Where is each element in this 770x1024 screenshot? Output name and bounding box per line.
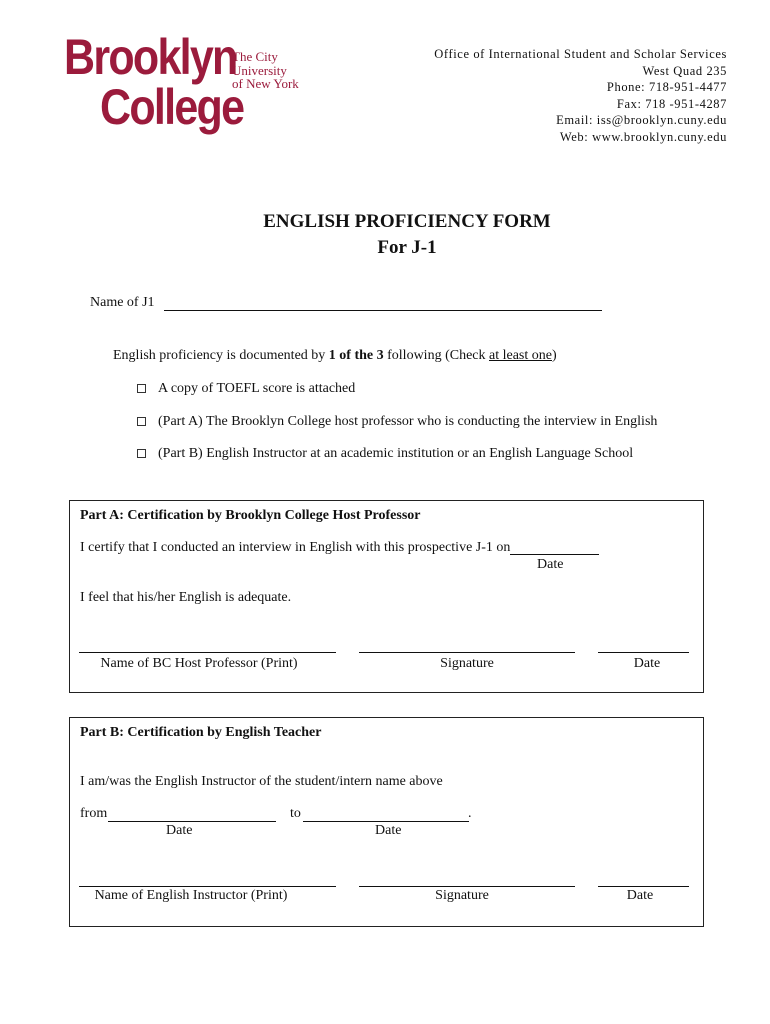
intro-text: English proficiency is documented by 1 of the 3 following (Check at least one) (113, 348, 557, 363)
part-a-sign-date-line[interactable] (598, 652, 689, 653)
form-title: ENGLISH PROFICIENCY FORM (263, 211, 551, 232)
part-b-heading: Part B: Certification by English Teacher (80, 725, 322, 740)
name-field-line[interactable] (164, 310, 602, 311)
logo-line-1: Brooklyn (64, 29, 237, 85)
option-part-a-label: (Part A) The Brooklyn College host professor who is conducting the interview in English (158, 414, 658, 429)
part-b-to-date-caption: Date (375, 823, 402, 838)
part-a-name-caption: Name of BC Host Professor (Print) (100, 656, 298, 671)
part-b-to-suffix: . (468, 806, 472, 821)
brooklyn-college-logo (64, 30, 304, 135)
part-a-date-caption: Date (537, 557, 564, 572)
part-b-name-caption: Name of English Instructor (Print) (94, 888, 288, 903)
part-a-certify-text: I certify that I conducted an interview in English with this prospective J-1 on (80, 540, 511, 555)
logo-sub-1: The City (232, 49, 278, 64)
part-b-to-label: to (290, 806, 301, 821)
part-b-signature-line[interactable] (359, 886, 575, 887)
option-part-a-checkbox[interactable] (137, 417, 146, 426)
option-toefl-label: A copy of TOEFL score is attached (158, 381, 356, 396)
office-name: Office of International Student and Scholar Services (434, 47, 727, 61)
part-b-from-date-caption: Date (166, 823, 193, 838)
logo-sub-3: of New York (232, 76, 299, 91)
logo-sub-2: University (232, 63, 287, 78)
office-web: Web: www.brooklyn.cuny.edu (559, 129, 727, 144)
option-part-b-checkbox[interactable] (137, 449, 146, 458)
office-address-block (434, 46, 727, 145)
part-a-interview-date-line[interactable] (510, 554, 599, 555)
part-a-sign-date-caption: Date (633, 656, 661, 671)
part-a-heading: Part A: Certification by Brooklyn College Host Professor (80, 508, 421, 523)
part-a-adequate-text: I feel that his/her English is adequate. (80, 590, 292, 605)
part-b-name-line[interactable] (79, 886, 336, 887)
part-a-section (69, 500, 704, 693)
office-address: West Quad 235 (642, 63, 727, 78)
name-label: Name of J1 (90, 295, 155, 310)
part-a-signature-caption: Signature (440, 656, 494, 671)
part-a-signature-line[interactable] (359, 652, 575, 653)
part-b-from-label: from (80, 806, 108, 821)
part-a-name-line[interactable] (79, 652, 336, 653)
part-b-from-date-line[interactable] (108, 821, 276, 822)
form-subtitle: For J-1 (377, 237, 437, 258)
office-phone: Phone: 718-951-4477 (606, 80, 727, 94)
part-b-to-date-line[interactable] (303, 821, 469, 822)
part-b-sign-date-caption: Date (626, 888, 654, 903)
part-b-signature-caption: Signature (435, 888, 489, 903)
option-toefl-checkbox[interactable] (137, 384, 146, 393)
office-fax: Fax: 718 -951-4287 (616, 96, 727, 111)
office-email: Email: iss@brooklyn.cuny.edu (556, 113, 727, 127)
part-b-statement: I am/was the English Instructor of the student/intern name above (80, 774, 443, 789)
logo-line-2: College (100, 79, 244, 135)
option-part-b-label: (Part B) English Instructor at an academic institution or an English Language School (158, 446, 634, 461)
part-b-sign-date-line[interactable] (598, 886, 689, 887)
part-b-section (69, 717, 704, 927)
